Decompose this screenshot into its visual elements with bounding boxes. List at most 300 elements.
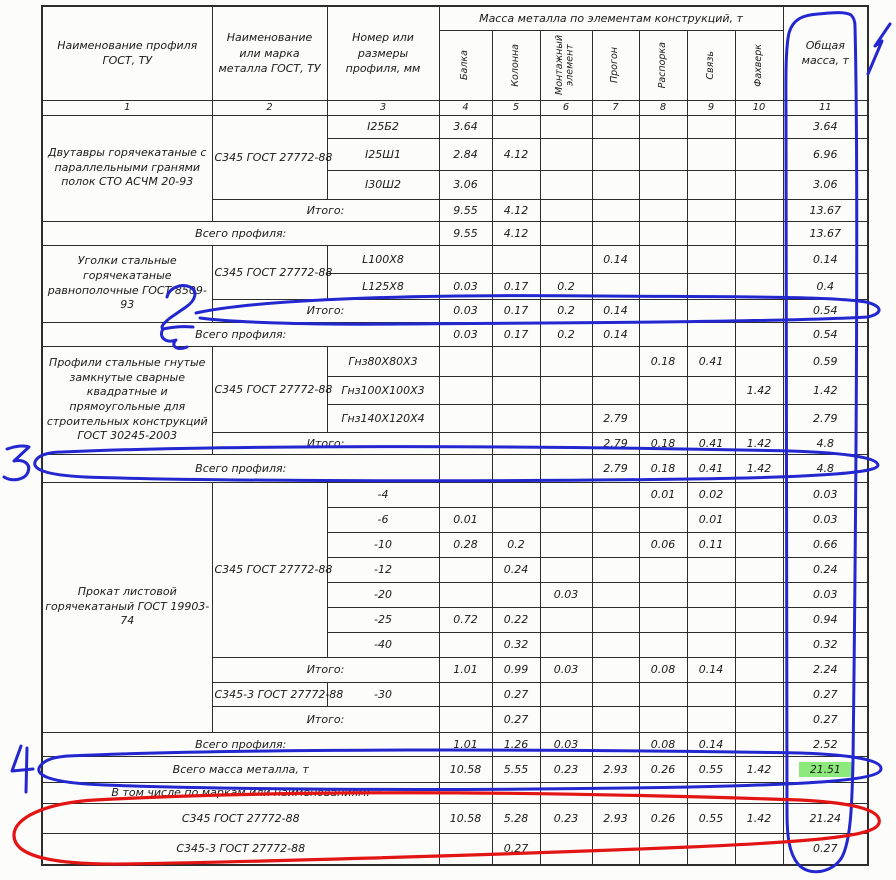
value-cell — [540, 138, 592, 170]
value-cell — [639, 199, 687, 221]
value-cell: 0.2 — [540, 273, 592, 299]
value-cell: 1.42 — [735, 803, 783, 833]
handwritten-digit-4-b — [26, 748, 27, 792]
row-vsego-4 — [42, 732, 868, 756]
profile-cell: -20 — [327, 582, 439, 607]
col-number: 1 — [42, 100, 212, 115]
total-cell: 13.67 — [783, 199, 868, 221]
value-cell: 0.2 — [540, 299, 592, 322]
value-cell — [735, 199, 783, 221]
value-cell — [735, 706, 783, 732]
row-mark-s345-3 — [42, 833, 868, 865]
value-cell: 0.03 — [439, 299, 492, 322]
value-cell: 0.01 — [639, 482, 687, 507]
label-cell: Всего профиля: — [42, 732, 439, 756]
value-cell — [592, 346, 639, 376]
label-cell: Всего профиля: — [42, 454, 439, 482]
value-cell: 0.41 — [687, 346, 735, 376]
value-cell — [735, 245, 783, 273]
row-total-mass — [42, 756, 868, 782]
total-cell: 2.79 — [783, 404, 868, 432]
total-cell: 4.8 — [783, 454, 868, 482]
value-cell: 9.55 — [439, 199, 492, 221]
value-cell: 0.2 — [492, 532, 540, 557]
value-cell: 0.2 — [540, 322, 592, 346]
value-cell: 0.11 — [687, 532, 735, 557]
value-cell — [439, 245, 492, 273]
highlighted-total-cell — [783, 756, 868, 782]
value-cell: 0.18 — [639, 346, 687, 376]
label-cell: Итого: — [212, 706, 439, 732]
label-cell: Итого: — [212, 299, 439, 322]
value-cell: 0.41 — [687, 432, 735, 454]
value-cell: 0.18 — [639, 432, 687, 454]
value-cell — [639, 782, 687, 803]
value-cell — [735, 507, 783, 532]
value-cell: 0.23 — [540, 756, 592, 782]
value-cell — [439, 682, 492, 706]
value-cell — [735, 607, 783, 632]
value-cell — [492, 782, 540, 803]
value-cell: 1.01 — [439, 657, 492, 682]
value-cell: 1.42 — [735, 454, 783, 482]
row-vsego-3 — [42, 454, 868, 482]
value-cell — [592, 657, 639, 682]
total-cell: 13.67 — [783, 221, 868, 245]
metal-grade-cell: С345 ГОСТ 27772-88 — [212, 115, 327, 199]
value-cell — [592, 582, 639, 607]
value-cell — [540, 706, 592, 732]
value-cell: 2.79 — [592, 454, 639, 482]
total-cell: 0.54 — [783, 299, 868, 322]
value-cell: 4.12 — [492, 221, 540, 245]
total-cell: 0.59 — [783, 346, 868, 376]
value-cell — [735, 170, 783, 199]
row-mark-s345 — [42, 803, 868, 833]
value-cell — [540, 346, 592, 376]
value-cell — [492, 245, 540, 273]
col-number: 7 — [592, 100, 639, 115]
value-cell — [687, 376, 735, 404]
section-name-cell: Профили стальные гнутые замкнутые сварные квадратные и прямоугольные для строительных конструкций ГОСТ 30245-2003 — [42, 346, 212, 454]
header-progon-label: Прогон — [609, 46, 621, 83]
total-cell: 0.14 — [783, 245, 868, 273]
value-cell: 0.41 — [687, 454, 735, 482]
value-cell — [687, 582, 735, 607]
value-cell — [592, 682, 639, 706]
profile-cell: -40 — [327, 632, 439, 657]
value-cell — [592, 607, 639, 632]
value-cell — [592, 833, 639, 865]
value-cell: 0.03 — [540, 582, 592, 607]
header-rasporka — [639, 30, 687, 100]
value-cell: 10.58 — [439, 803, 492, 833]
value-cell: 0.55 — [687, 756, 735, 782]
value-cell — [687, 115, 735, 138]
value-cell — [492, 115, 540, 138]
header-montazhny-label: Монтажный элемент — [554, 34, 576, 96]
value-cell — [639, 245, 687, 273]
value-cell — [439, 782, 492, 803]
value-cell: 0.26 — [639, 803, 687, 833]
value-cell — [540, 245, 592, 273]
profile-cell: I25Ш1 — [327, 138, 439, 170]
value-cell — [639, 507, 687, 532]
value-cell — [639, 404, 687, 432]
value-cell — [439, 833, 492, 865]
profile-cell: I30Ш2 — [327, 170, 439, 199]
value-cell — [540, 607, 592, 632]
profile-cell: L100X8 — [327, 245, 439, 273]
value-cell — [592, 507, 639, 532]
value-cell — [687, 322, 735, 346]
value-cell — [540, 782, 592, 803]
value-cell — [639, 115, 687, 138]
value-cell — [439, 404, 492, 432]
total-cell: 6.96 — [783, 138, 868, 170]
value-cell — [735, 732, 783, 756]
value-cell — [540, 454, 592, 482]
header-svyaz — [687, 30, 735, 100]
value-cell: 0.06 — [639, 532, 687, 557]
value-cell — [639, 299, 687, 322]
metal-grade-cell: С345 ГОСТ 27772-88 — [212, 346, 327, 432]
value-cell — [735, 632, 783, 657]
value-cell — [592, 782, 639, 803]
value-cell — [540, 532, 592, 557]
value-cell — [540, 376, 592, 404]
label-cell: Всего профиля: — [42, 322, 439, 346]
value-cell — [639, 221, 687, 245]
value-cell — [592, 273, 639, 299]
header-row-numbers — [42, 100, 868, 115]
value-cell — [687, 138, 735, 170]
header-kolonna-label: Колонна — [509, 43, 521, 87]
header-profile-size: Номер или размеры профиля, мм — [327, 6, 439, 100]
value-cell — [687, 607, 735, 632]
row-l100x8 — [42, 245, 868, 273]
value-cell — [735, 833, 783, 865]
value-cell — [439, 346, 492, 376]
value-cell — [687, 199, 735, 221]
profile-cell: -25 — [327, 607, 439, 632]
value-cell: 0.26 — [639, 756, 687, 782]
row-vsego-2 — [42, 322, 868, 346]
value-cell — [592, 199, 639, 221]
profile-cell: Гнз80X80X3 — [327, 346, 439, 376]
header-fakhverk — [735, 30, 783, 100]
value-cell — [492, 482, 540, 507]
header-montazhny — [540, 30, 592, 100]
value-cell: 2.93 — [592, 803, 639, 833]
value-cell — [540, 482, 592, 507]
value-cell — [592, 115, 639, 138]
value-cell: 2.93 — [592, 756, 639, 782]
header-metal-grade: Наименование или марка металла ГОСТ, ТУ — [212, 6, 327, 100]
col-number: 10 — [735, 100, 783, 115]
value-cell — [592, 376, 639, 404]
metal-grade-cell: С345 ГОСТ 27772-88 — [212, 245, 327, 299]
profile-cell: -12 — [327, 557, 439, 582]
value-cell: 0.55 — [687, 803, 735, 833]
value-cell: 0.23 — [540, 803, 592, 833]
value-cell — [735, 782, 783, 803]
value-cell — [735, 482, 783, 507]
total-cell: 0.27 — [783, 706, 868, 732]
col-number: 6 — [540, 100, 592, 115]
value-cell: 0.24 — [492, 557, 540, 582]
value-cell — [687, 404, 735, 432]
profile-cell: -30 — [327, 682, 439, 706]
section-name-cell: Прокат листовой горячекатаный ГОСТ 19903-74 — [42, 482, 212, 732]
value-cell — [540, 833, 592, 865]
value-cell — [592, 170, 639, 199]
value-cell: 10.58 — [439, 756, 492, 782]
header-progon — [592, 30, 639, 100]
value-cell — [735, 273, 783, 299]
value-cell: 0.27 — [492, 682, 540, 706]
value-cell — [639, 170, 687, 199]
value-cell — [639, 376, 687, 404]
value-cell — [735, 115, 783, 138]
steel-spec-table — [41, 5, 869, 866]
value-cell — [639, 138, 687, 170]
value-cell: 0.17 — [492, 273, 540, 299]
header-kolonna — [492, 30, 540, 100]
value-cell: 3.06 — [439, 170, 492, 199]
value-cell — [492, 376, 540, 404]
value-cell: 0.01 — [439, 507, 492, 532]
value-cell — [592, 482, 639, 507]
col-number: 11 — [783, 100, 868, 115]
value-cell: 2.79 — [592, 432, 639, 454]
label-cell: Итого: — [212, 657, 439, 682]
col-number: 4 — [439, 100, 492, 115]
profile-cell: -4 — [327, 482, 439, 507]
total-cell: 1.42 — [783, 376, 868, 404]
value-cell — [687, 632, 735, 657]
value-cell: 0.03 — [540, 732, 592, 756]
value-cell — [492, 404, 540, 432]
value-cell — [540, 199, 592, 221]
value-cell — [492, 582, 540, 607]
value-cell — [735, 682, 783, 706]
value-cell: 0.32 — [492, 632, 540, 657]
header-profile-name: Наименование профиля ГОСТ, ТУ — [42, 6, 212, 100]
value-cell — [439, 454, 492, 482]
value-cell — [492, 432, 540, 454]
section-name-cell: Уголки стальные горячекатаные равнополочные ГОСТ 8509-93 — [42, 245, 212, 322]
value-cell — [735, 322, 783, 346]
value-cell — [687, 273, 735, 299]
value-cell — [639, 582, 687, 607]
value-cell — [540, 115, 592, 138]
value-cell — [540, 221, 592, 245]
value-cell — [592, 221, 639, 245]
row-gn80 — [42, 346, 868, 376]
value-cell: 0.28 — [439, 532, 492, 557]
value-cell — [639, 322, 687, 346]
col-number: 8 — [639, 100, 687, 115]
value-cell: 4.12 — [492, 138, 540, 170]
header-balka — [439, 30, 492, 100]
value-cell: 0.27 — [492, 706, 540, 732]
value-cell — [735, 557, 783, 582]
profile-cell: -6 — [327, 507, 439, 532]
value-cell — [492, 507, 540, 532]
total-cell: 2.52 — [783, 732, 868, 756]
value-cell: 0.01 — [687, 507, 735, 532]
value-cell — [639, 706, 687, 732]
handwritten-digit-4-a — [12, 746, 33, 771]
header-row-top — [42, 6, 868, 30]
header-total-mass: Общая масса, т — [783, 6, 868, 100]
col-number: 9 — [687, 100, 735, 115]
value-cell — [735, 657, 783, 682]
profile-cell: Гнз100X100X3 — [327, 376, 439, 404]
col-number: 2 — [212, 100, 327, 115]
value-cell: 0.02 — [687, 482, 735, 507]
col-number: 3 — [327, 100, 439, 115]
value-cell — [592, 532, 639, 557]
handwritten-digit-1 — [868, 24, 890, 74]
value-cell: 0.08 — [639, 657, 687, 682]
total-cell: 21.24 — [783, 803, 868, 833]
value-cell: 0.17 — [492, 299, 540, 322]
total-cell: 2.24 — [783, 657, 868, 682]
value-cell: 0.27 — [492, 833, 540, 865]
row-note — [42, 782, 868, 803]
total-cell: 0.24 — [783, 557, 868, 582]
value-cell — [639, 833, 687, 865]
value-cell — [687, 682, 735, 706]
value-cell — [592, 138, 639, 170]
header-mass-group: Масса металла по элементам конструкций, т — [439, 6, 783, 30]
value-cell — [439, 557, 492, 582]
value-cell: 1.42 — [735, 432, 783, 454]
value-cell — [439, 376, 492, 404]
profile-cell: Гнз140X120X4 — [327, 404, 439, 432]
value-cell — [592, 632, 639, 657]
value-cell: 0.14 — [592, 299, 639, 322]
green-highlight: 21.51 — [799, 762, 852, 777]
value-cell — [540, 557, 592, 582]
total-cell: 0.03 — [783, 507, 868, 532]
total-cell: 0.66 — [783, 532, 868, 557]
value-cell — [639, 607, 687, 632]
value-cell — [687, 833, 735, 865]
value-cell: 0.14 — [592, 245, 639, 273]
value-cell — [687, 170, 735, 199]
value-cell: 0.14 — [687, 732, 735, 756]
value-cell: 0.14 — [687, 657, 735, 682]
value-cell — [540, 507, 592, 532]
value-cell — [735, 299, 783, 322]
total-cell: 0.27 — [783, 682, 868, 706]
value-cell — [735, 346, 783, 376]
value-cell — [540, 632, 592, 657]
value-cell: 1.01 — [439, 732, 492, 756]
total-cell: 0.03 — [783, 482, 868, 507]
value-cell — [492, 454, 540, 482]
value-cell — [439, 706, 492, 732]
label-cell: С345 ГОСТ 27772-88 — [42, 803, 439, 833]
total-cell: 0.32 — [783, 632, 868, 657]
value-cell — [735, 138, 783, 170]
value-cell: 0.22 — [492, 607, 540, 632]
value-cell — [592, 557, 639, 582]
value-cell — [492, 346, 540, 376]
value-cell: 0.03 — [439, 322, 492, 346]
value-cell — [687, 706, 735, 732]
row-t4 — [42, 482, 868, 507]
header-rasporka-label: Распорка — [656, 41, 668, 89]
value-cell — [735, 221, 783, 245]
value-cell — [592, 706, 639, 732]
value-cell: 0.99 — [492, 657, 540, 682]
value-cell — [540, 682, 592, 706]
value-cell: 1.42 — [735, 376, 783, 404]
total-cell: 4.8 — [783, 432, 868, 454]
value-cell — [687, 221, 735, 245]
header-balka-label: Балка — [459, 50, 471, 80]
value-cell: 0.03 — [540, 657, 592, 682]
value-cell: 0.17 — [492, 322, 540, 346]
profile-cell: -10 — [327, 532, 439, 557]
total-cell: 0.4 — [783, 273, 868, 299]
value-cell — [687, 557, 735, 582]
value-cell: 9.55 — [439, 221, 492, 245]
value-cell — [439, 482, 492, 507]
label-cell: В том числе по маркам или наименованиям: — [42, 782, 439, 803]
profile-cell: L125X8 — [327, 273, 439, 299]
label-cell: Всего масса металла, т — [42, 756, 439, 782]
value-cell: 0.08 — [639, 732, 687, 756]
value-cell: 2.84 — [439, 138, 492, 170]
header-fakhverk-label: Фахверк — [752, 43, 764, 87]
label-cell: Итого: — [212, 199, 439, 221]
value-cell — [540, 404, 592, 432]
value-cell — [735, 404, 783, 432]
value-cell: 0.03 — [439, 273, 492, 299]
value-cell: 0.18 — [639, 454, 687, 482]
value-cell — [639, 557, 687, 582]
col-number: 5 — [492, 100, 540, 115]
header-svyaz-label: Связь — [704, 50, 716, 80]
value-cell: 5.55 — [492, 756, 540, 782]
value-cell: 1.42 — [735, 756, 783, 782]
value-cell — [735, 582, 783, 607]
value-cell: 3.64 — [439, 115, 492, 138]
total-cell: 0.03 — [783, 582, 868, 607]
total-cell: 0.54 — [783, 322, 868, 346]
total-cell: 3.06 — [783, 170, 868, 199]
row-i25b2 — [42, 115, 868, 138]
profile-cell: I25Б2 — [327, 115, 439, 138]
value-cell — [592, 732, 639, 756]
value-cell: 4.12 — [492, 199, 540, 221]
value-cell — [687, 299, 735, 322]
total-cell: 0.27 — [783, 833, 868, 865]
value-cell — [735, 532, 783, 557]
value-cell: 0.72 — [439, 607, 492, 632]
total-cell — [783, 782, 868, 803]
handwritten-digit-3 — [4, 446, 29, 480]
value-cell — [687, 782, 735, 803]
value-cell: 5.28 — [492, 803, 540, 833]
value-cell — [439, 582, 492, 607]
section-name-cell: Двутавры горячекатаные с параллельными гранями полок СТО АСЧМ 20-93 — [42, 115, 212, 221]
